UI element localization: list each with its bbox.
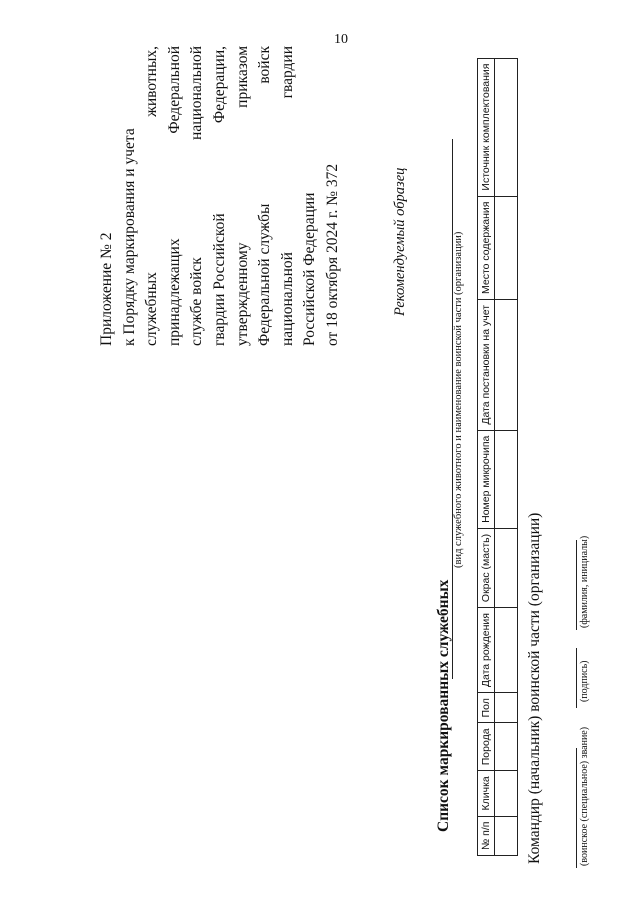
column-header: Источник комплектования: [478, 58, 495, 196]
rank-signature-line: [576, 748, 577, 868]
annex-text: Федерации,: [210, 46, 228, 124]
table-cell: [495, 299, 518, 430]
annex-text: приказом: [233, 46, 251, 108]
annex-line: [322, 46, 345, 346]
name-signature-line: [576, 540, 577, 630]
annex-line: [164, 46, 187, 346]
annex-line: [277, 46, 300, 346]
table-cell: [495, 723, 518, 771]
annex-text: войск: [256, 46, 274, 84]
column-header: Дата постановки на учет: [478, 299, 495, 430]
annex-line: [254, 46, 277, 346]
column-header: Кличка: [478, 771, 495, 816]
column-header: Место содержания: [478, 196, 495, 299]
annex-block: [96, 46, 345, 346]
annex-text: Российской Федерации: [301, 192, 319, 346]
table-cell: [495, 528, 518, 607]
column-header: Номер микрочипа: [478, 430, 495, 528]
sign-signature-line: [576, 648, 577, 708]
table-cell: [495, 430, 518, 528]
rank-caption: (воинское (специальное) звание): [579, 726, 590, 866]
animals-table: [477, 58, 518, 856]
annex-text: Приложение № 2: [98, 232, 115, 346]
annex-line: [299, 46, 322, 346]
document-title: Список маркированных служебных: [435, 579, 452, 832]
column-header: Дата рождения: [478, 608, 495, 693]
annex-line: [186, 46, 209, 346]
annex-text: службе войск: [188, 257, 206, 346]
page-number: 10: [334, 32, 348, 47]
column-header: Окрас (масть): [478, 528, 495, 607]
annex-text: принадлежащих: [165, 238, 183, 346]
annex-line: [119, 46, 142, 346]
table-cell: [495, 816, 518, 855]
annex-text: утвержденному: [233, 242, 251, 346]
annex-text: служебных: [143, 272, 161, 346]
column-header: № п/п: [478, 816, 495, 855]
annex-line: [232, 46, 255, 346]
annex-line: [96, 46, 119, 346]
commander-label: Командир (начальник) воинской части (организации): [526, 512, 543, 864]
annex-text: национальной: [278, 252, 296, 346]
org-caption: (вид служебного животного и наименование воинской части (организации): [453, 231, 464, 568]
annex-text: к Порядку маркирования и учета: [120, 128, 138, 346]
sign-caption: (подпись): [579, 660, 590, 702]
table-cell: [495, 196, 518, 299]
table-cell: [495, 771, 518, 816]
sample-label: Рекомендуемый образец: [392, 167, 408, 316]
annex-text: от 18 октября 2024 г. № 372: [323, 163, 341, 346]
name-caption: (фамилия, инициалы): [579, 535, 590, 628]
annex-text: национальной: [188, 46, 206, 140]
annex-text: гвардии Российской: [210, 213, 228, 346]
annex-text: Федеральной: [165, 46, 183, 134]
annex-line: [209, 46, 232, 346]
column-header: Пол: [478, 693, 495, 723]
annex-text: гвардии: [278, 46, 296, 99]
annex-line: [141, 46, 164, 346]
table-header-row: [478, 58, 495, 855]
table-cell: [495, 608, 518, 693]
table-row: [495, 58, 518, 855]
annex-text: животных,: [143, 46, 161, 117]
column-header: Порода: [478, 723, 495, 771]
table-cell: [495, 693, 518, 723]
annex-text: Федеральной службы: [256, 203, 274, 346]
table-cell: [495, 58, 518, 196]
